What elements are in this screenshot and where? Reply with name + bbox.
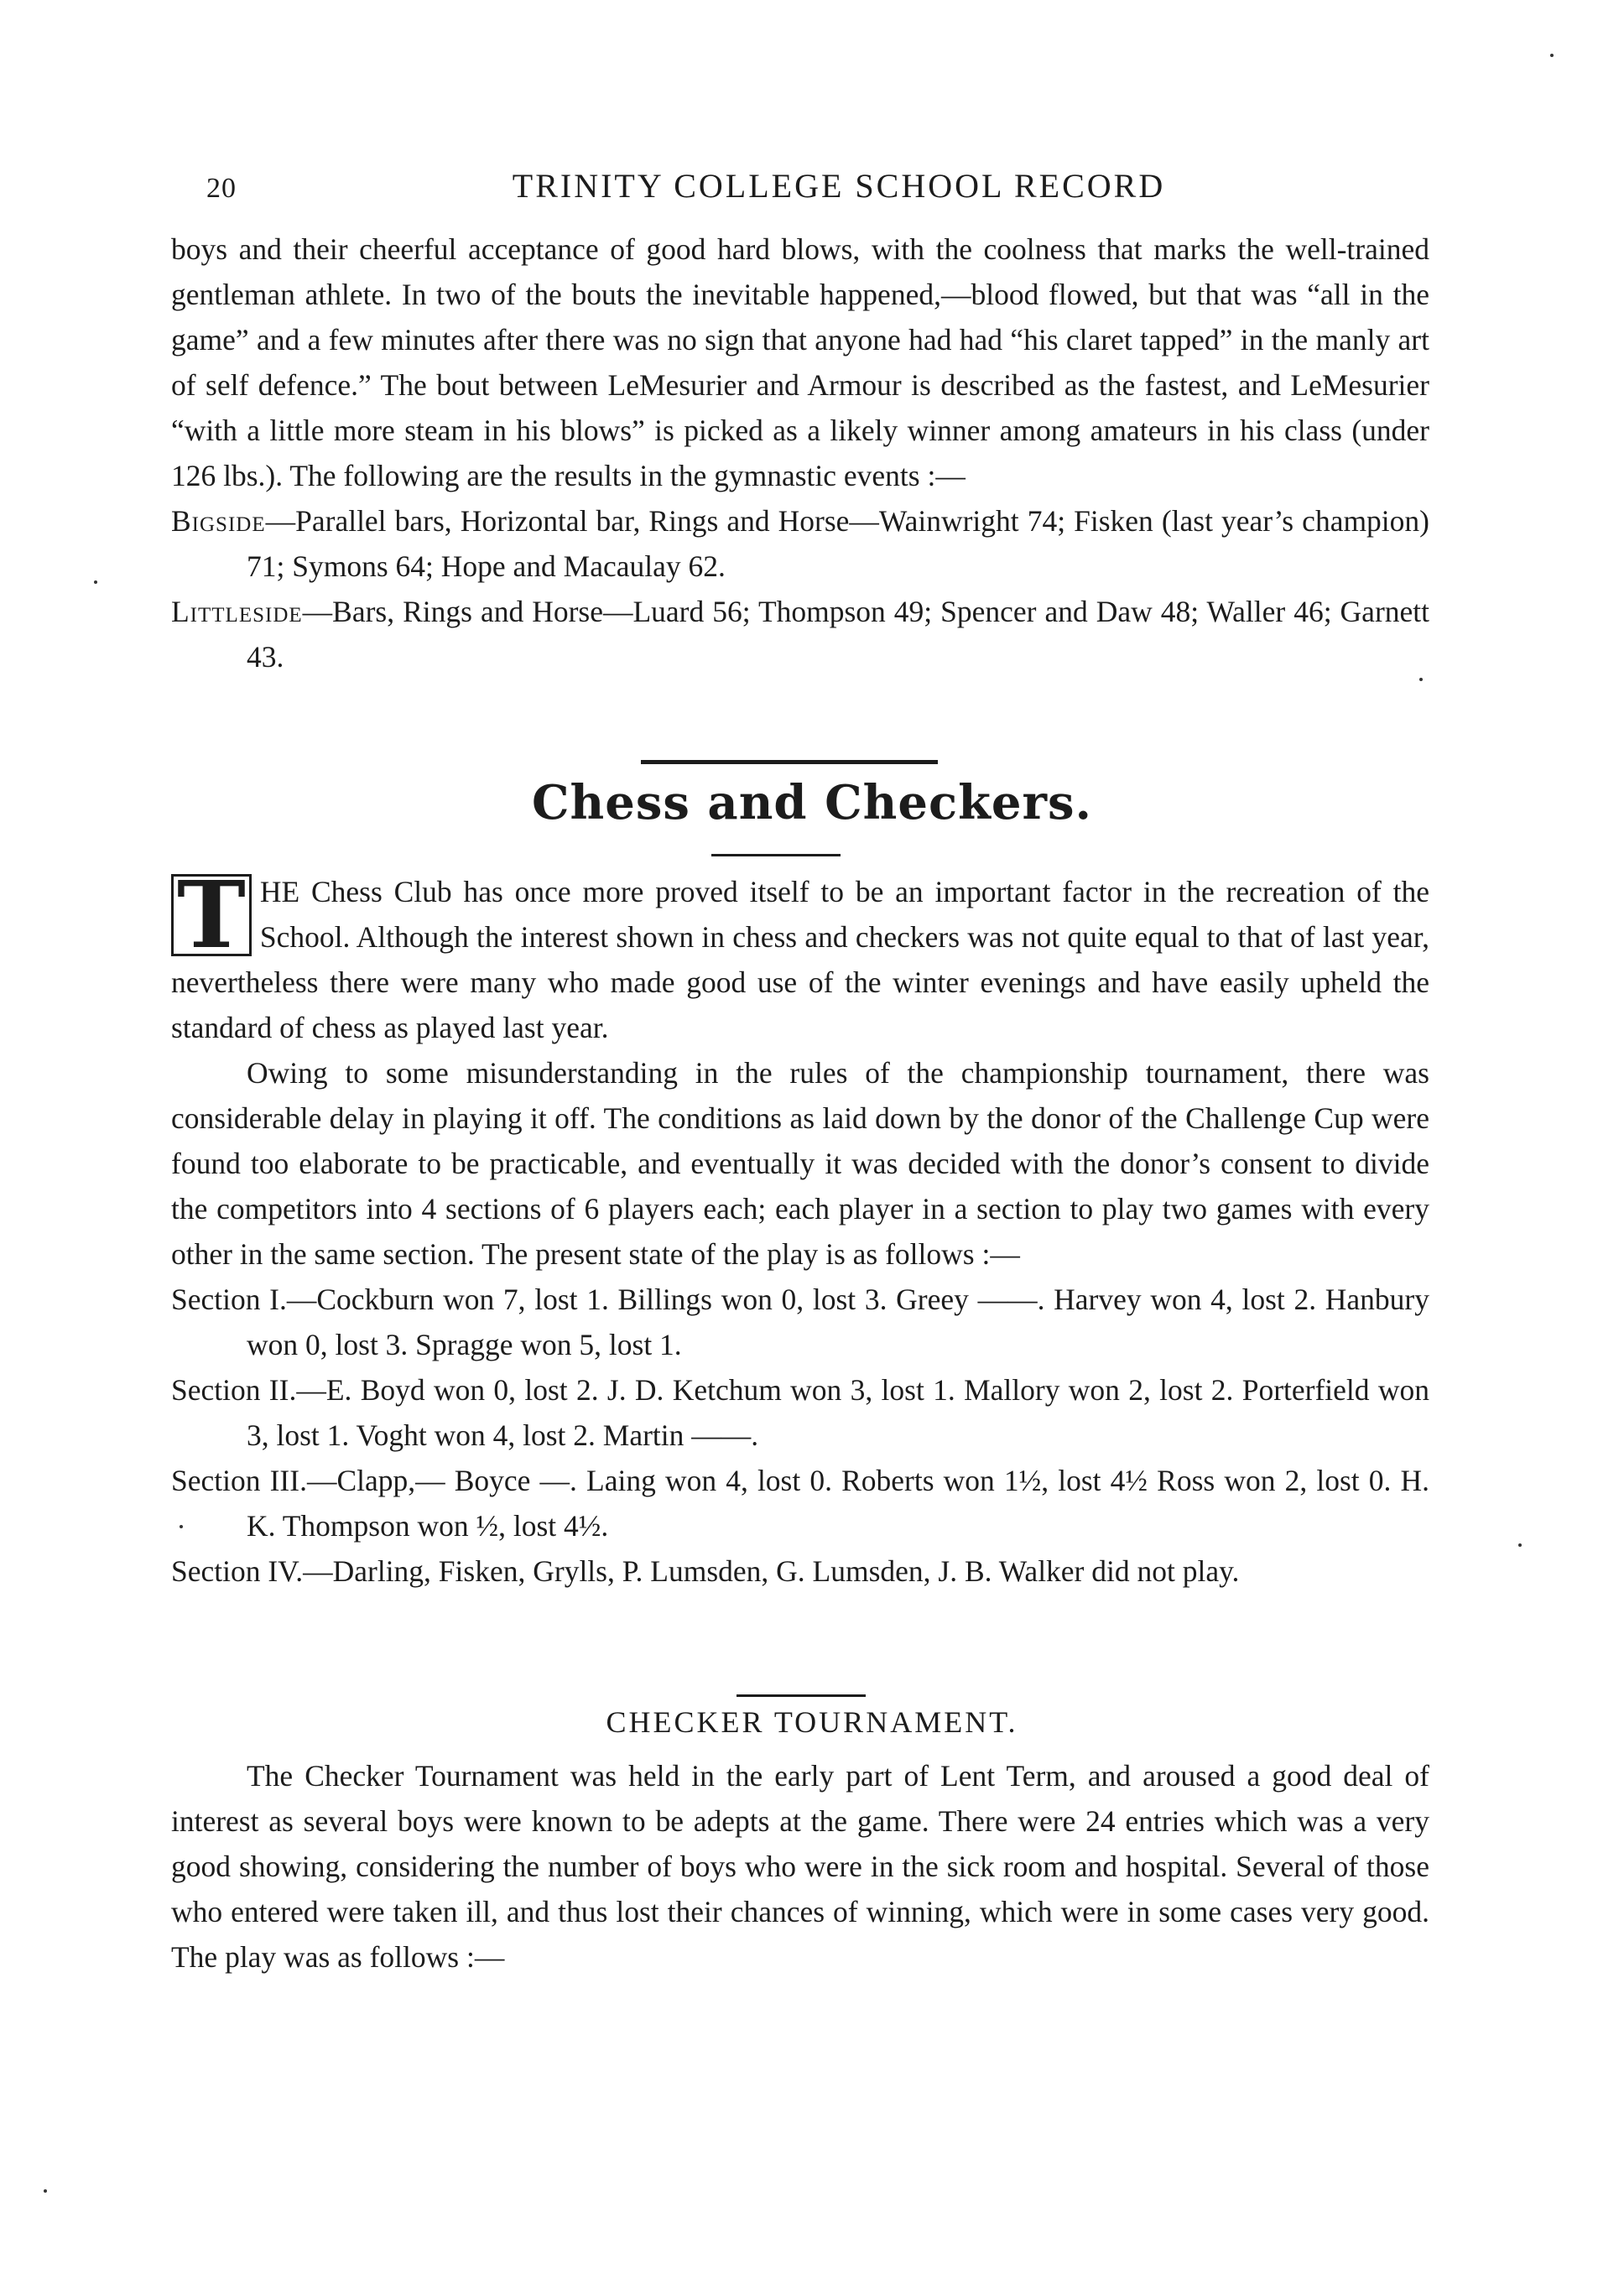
- section-divider-rule: [641, 760, 938, 764]
- result-bigside: [171, 498, 1429, 589]
- chess-intro-text: HE Chess Club has once more proved itself to be an important factor in the recreation of the School. Although the interest shown in chess and checkers was not quite equal to that of last year, nevertheless there were many who made good use of the winter evenings and have easily upheld the standard of chess as played last year.: [171, 875, 1429, 1044]
- chess-tournament-section: [171, 1050, 1429, 1594]
- chess-section-4: Section IV.—Darling, Fisken, Grylls, P. Lumsden, G. Lumsden, J. B. Walker did not play.: [171, 1554, 1240, 1588]
- chess-paragraph-2: Owing to some misunderstanding in the rules of the championship tournament, there was considerable delay in playing it off. The conditions as laid down by the donor of the Challenge Cup were found too elaborate to be practicable, and eventually it was decided with the donor’s consent to divide the competitors into 4 sections of 6 players each; each player in a section to play two games with every other in the same section. The present state of the play is as follows :—: [171, 1056, 1429, 1271]
- chess-section-3: Section III.—Clapp,— Boyce —. Laing won 4, lost 0. Roberts won 1½, lost 4½ Ross won 2, lost 0. H. K. Thompson won ½, lost 4½.: [171, 1464, 1429, 1543]
- result-label: Littleside: [171, 595, 303, 628]
- result-label: Bigside: [171, 504, 266, 538]
- checker-paragraph: The Checker Tournament was held in the early part of Lent Term, and aroused a good deal of interest as several boys were known to be adepts at the game. There were 24 entries which was a very good showing, considering the number of boys who were in the sick room and hospital. Several of those who entered were taken ill, and thus lost their chances of winning, which were in some cases very good. The play was as follows :—: [171, 1759, 1429, 1974]
- page-number: 20: [206, 173, 237, 204]
- drop-cap: T: [171, 874, 252, 956]
- checker-section: [171, 1753, 1429, 1980]
- checker-heading: CHECKER TOURNAMENT.: [606, 1705, 1018, 1739]
- result-littleside: [171, 589, 1429, 679]
- title-underline-rule: [711, 854, 841, 856]
- result-text: —Parallel bars, Horizontal bar, Rings and Horse—Wainwright 74; Fisken (last year’s champion) 71; Symons 64; Hope and Macaulay 62.: [247, 504, 1429, 583]
- result-text: —Bars, Rings and Horse—Luard 56; Thompson 49; Spencer and Daw 48; Waller 46; Garnett 43.: [247, 595, 1429, 674]
- chess-intro: [171, 861, 1429, 1050]
- chess-section-1: Section I.—Cockburn won 7, lost 1. Billings won 0, lost 3. Greey ——. Harvey won 4, lost 2. Hanbury won 0, lost 3. Spragge won 5, lost 1.: [171, 1283, 1429, 1361]
- checker-divider-rule: [737, 1694, 866, 1697]
- chess-section-title: Chess and Checkers.: [531, 775, 1093, 830]
- boxing-paragraph: boys and their cheerful acceptance of good hard blows, with the coolness that marks the well-trained gentleman athlete. In two of the bouts the inevitable happened,—blood flowed, but that was “all in the game” and a few minutes after there was no sign that anyone had had “his claret tapped” in the manly art of self defence.” The bout between LeMesurier and Armour is described as the fastest, and LeMesurier “with a little more steam in his blows” is picked as a likely winner among amateurs in his class (under 126 lbs.). The following are the results in the gymnastic events :—: [171, 232, 1429, 492]
- boxing-section: [171, 226, 1429, 679]
- running-title: TRINITY COLLEGE SCHOOL RECORD: [512, 167, 1166, 205]
- chess-section-2: Section II.—E. Boyd won 0, lost 2. J. D. Ketchum won 3, lost 1. Mallory won 2, lost 2. Porterfield won 3, lost 1. Voght won 4, lost 2. Martin ——.: [171, 1373, 1429, 1452]
- page-header: [201, 161, 1426, 211]
